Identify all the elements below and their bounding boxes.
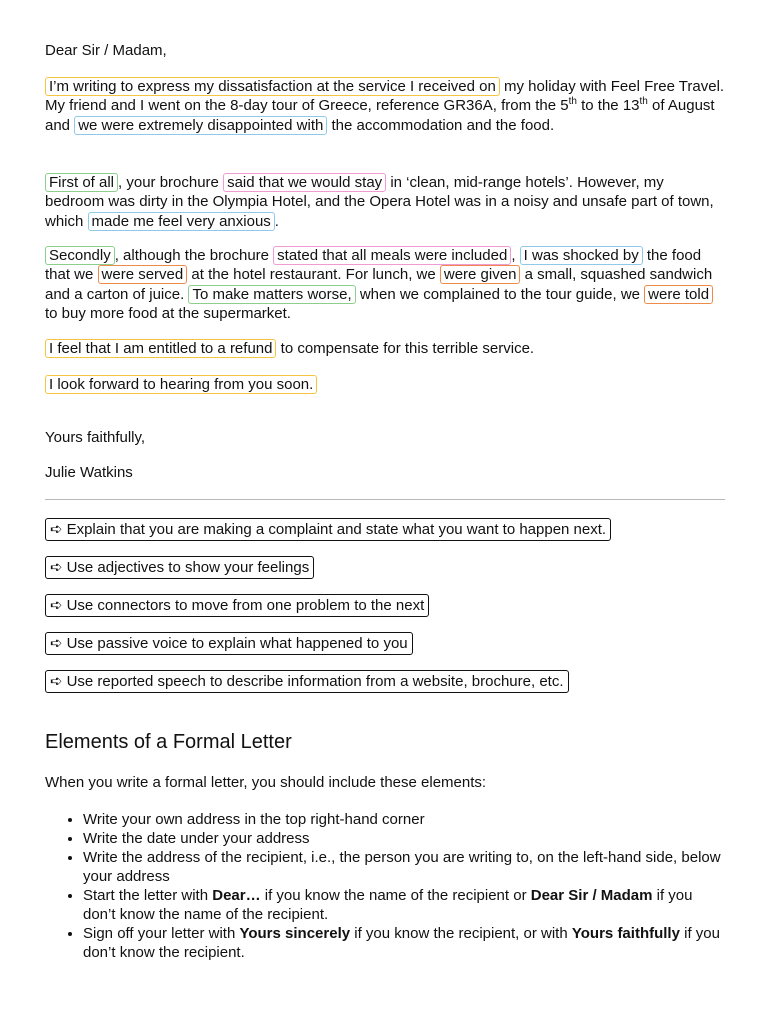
list-item: • Write the address of the recipient, i.e., the person you are writing to, on the left-hand side, below your address [83,848,725,886]
tip-text: Use reported speech to describe information from a website, brochure, etc. [66,673,564,690]
text-run: , [511,247,520,264]
arrow-right-icon: ➪ [50,635,63,652]
arrow-right-icon: ➪ [50,673,63,690]
text-run: if you don’t know the name of the recipient. [83,887,693,923]
elements-list [45,810,725,962]
highlight-passive: were served [98,265,188,284]
letter-paragraph-2 [45,173,725,231]
letter-paragraph-3 [45,246,725,323]
tip-connectors [45,594,429,617]
text-run: if you know the recipient, or with [350,925,572,942]
highlight-connector: To make matters worse, [188,285,355,304]
highlight-feeling: we were extremely disappointed with [74,116,327,135]
highlight-feeling: made me feel very anxious [88,212,275,231]
tip-adjectives [45,556,314,579]
highlight-passive: were given [440,265,521,284]
text-run: Start the letter with [83,887,213,904]
letter-paragraph-4 [45,339,725,358]
highlight-closing: I look forward to hearing from you soon. [45,375,317,394]
arrow-right-icon: ➪ [50,597,63,614]
tip-text: Use passive voice to explain what happened to you [66,635,408,652]
tip-reported-speech [45,670,569,693]
letter-signature: Julie Watkins [45,464,133,481]
text-run: in ‘clean, mid-range hotels’. However, my bedroom was dirty in the Olympia Hotel, and the Opera Hotel was in a noisy and unsafe part of town, which [45,174,714,230]
text-run: the food that we [45,247,702,284]
text-run: if you know the name of the recipient or [260,887,531,904]
section-heading: Elements of a Formal Letter [45,731,292,753]
bold-phrase: Yours sincerely [239,925,351,942]
arrow-right-icon: ➪ [50,559,63,576]
tip-text: Use adjectives to show your feelings [66,559,310,576]
highlight-connector: First of all [45,173,118,192]
highlight-passive: were told [644,285,713,304]
tip-complaint [45,518,611,541]
bold-phrase: Yours faithfully [571,925,680,942]
text-run: to the [576,97,623,115]
text-run: . [274,212,279,230]
letter-sign-off: Yours faithfully, [45,429,146,446]
date-day: 5 [560,97,569,115]
bold-phrase: Dear… [212,887,261,904]
highlight-purpose: I’m writing to express my dissatisfaction at the service I received on [45,77,500,96]
highlight-request: I feel that I am entitled to a refund [45,339,276,358]
text-run: at the hotel restaurant. For lunch, we [187,266,440,284]
list-item [83,924,725,962]
ordinal-suffix: th [568,96,577,108]
section-intro: When you write a formal letter, you should include these elements: [45,774,487,791]
text-run: my holiday with Feel Free Travel. My friend and I went on the 8-day tour of Greece, reference GR36A, from the [45,78,725,115]
arrow-right-icon: ➪ [50,521,63,538]
list-item: • Write your own address in the top right-hand corner [83,810,725,829]
text-run: , your brochure [118,174,224,191]
tip-text: Explain that you are making a complaint and state what you want to happen next. [66,521,607,538]
date-day: 13 [622,97,640,115]
list-item [83,886,725,924]
ordinal-suffix: th [639,96,648,108]
text-run: , although the brochure [114,247,274,264]
text-run: to compensate for this terrible service. [276,340,535,357]
text-run: the accommodation and the food. [327,116,555,134]
letter-paragraph-5 [45,375,725,394]
tip-text: Use connectors to move from one problem to the next [66,597,425,614]
text-run: of August and [45,97,715,134]
text-run: a small, squashed sandwich and a carton of juice. [45,266,713,303]
text-run: if you don’t know the recipient. [83,925,720,961]
tip-passive-voice [45,632,413,655]
highlight-connector: Secondly [45,246,115,265]
highlight-reported-speech: stated that all meals were included [273,246,511,265]
highlight-reported-speech: said that we would stay [223,173,386,192]
text-run: when we complained to the tour guide, we [355,285,645,303]
bold-phrase: Dear Sir / Madam [530,887,653,904]
text-run: Sign off your letter with [83,925,240,942]
list-item: • Write the date under your address [83,829,725,848]
text-run: to buy more food at the supermarket. [45,304,291,322]
letter-paragraph-1 [45,77,725,135]
highlight-feeling: I was shocked by [520,246,643,265]
letter-salutation: Dear Sir / Madam, [45,42,167,59]
section-divider [45,499,725,500]
